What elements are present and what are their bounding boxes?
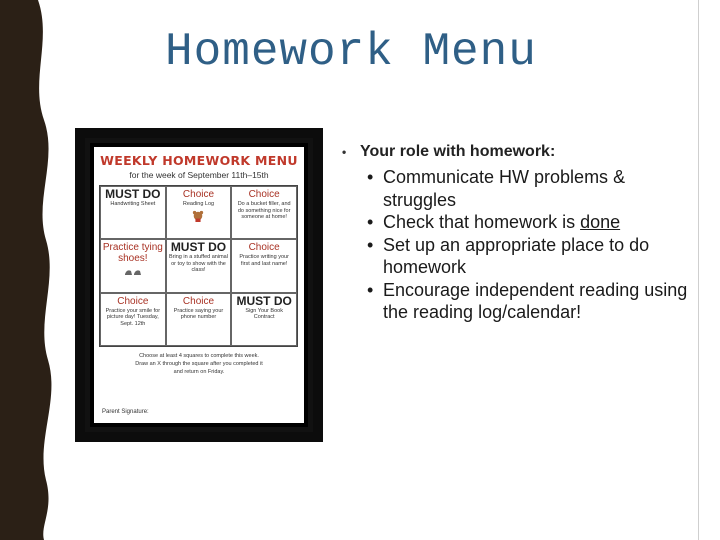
cell-heading: Choice xyxy=(182,295,215,307)
menu-sheet-frame xyxy=(85,138,313,432)
menu-cell xyxy=(231,186,297,239)
cell-heading: Choice xyxy=(182,189,215,200)
menu-cell xyxy=(100,293,166,346)
menu-cell xyxy=(100,239,166,292)
cell-heading: MUST DO xyxy=(105,187,161,201)
sub-bullet-item xyxy=(340,211,695,234)
menu-cell xyxy=(166,293,232,346)
menu-instructions-line: Choose at least 4 squares to complete this week. xyxy=(139,353,259,359)
cell-heading: Choice xyxy=(248,189,280,200)
cell-heading: MUST DO xyxy=(236,293,292,308)
cell-heading: Choice xyxy=(248,242,280,254)
slide-title: Homework Menu xyxy=(165,26,537,78)
shoes-icon xyxy=(124,265,142,277)
menu-title: WEEKLY HOMEWORK MENU xyxy=(100,153,298,168)
sub-bullet-item: • Encourage independent reading using the reading log/calendar! xyxy=(340,279,695,324)
menu-sheet xyxy=(90,143,308,427)
sub-bullet-item: • Communicate HW problems & struggles xyxy=(340,166,695,211)
cell-text: Bring in a stuffed animal or toy to show with the class! xyxy=(169,254,228,274)
bullet-list xyxy=(340,142,695,324)
cell-text: Sign Your Book Contract xyxy=(245,307,283,321)
menu-cell xyxy=(231,239,297,292)
cell-text: Handwriting Sheet xyxy=(110,201,156,207)
sub-bullet-item: • Set up an appropriate place to do homework xyxy=(340,234,695,279)
bullet-heading: • Your role with homework: xyxy=(340,142,695,162)
menu-cell xyxy=(231,293,297,346)
homework-menu-photo xyxy=(75,128,323,442)
bear-icon xyxy=(189,210,207,222)
cell-heading: Practice tying shoes! xyxy=(102,242,163,265)
menu-cell xyxy=(166,239,232,292)
sub-bullet-list xyxy=(340,166,695,324)
parent-signature-label: Parent Signature: xyxy=(102,409,149,415)
menu-grid xyxy=(99,185,298,347)
cell-text: Practice saying your phone number xyxy=(173,307,224,321)
menu-subtitle: for the week of September 11th–15th xyxy=(129,170,269,180)
right-edge-line xyxy=(698,0,699,540)
cell-text: Do a bucket filler, and do something nice for someone at home! xyxy=(237,201,291,220)
underlined-word: done xyxy=(580,212,621,232)
menu-cell xyxy=(166,186,232,239)
sub-bullet-text: Check that homework is xyxy=(383,212,581,232)
menu-cell xyxy=(100,186,166,239)
decorative-side-band xyxy=(0,0,60,540)
cell-text: Reading Log xyxy=(182,201,215,207)
cell-heading: Choice xyxy=(117,295,149,307)
menu-instructions-line: and return on Friday. xyxy=(173,369,225,375)
menu-instructions-line: Draw an X through the square after you completed it xyxy=(135,361,263,367)
cell-text: Practice your smile for picture day! Tuesday, Sept. 12th xyxy=(105,307,161,327)
cell-text: Practice writing your first and last name! xyxy=(239,254,289,267)
cell-heading: MUST DO xyxy=(170,240,227,255)
